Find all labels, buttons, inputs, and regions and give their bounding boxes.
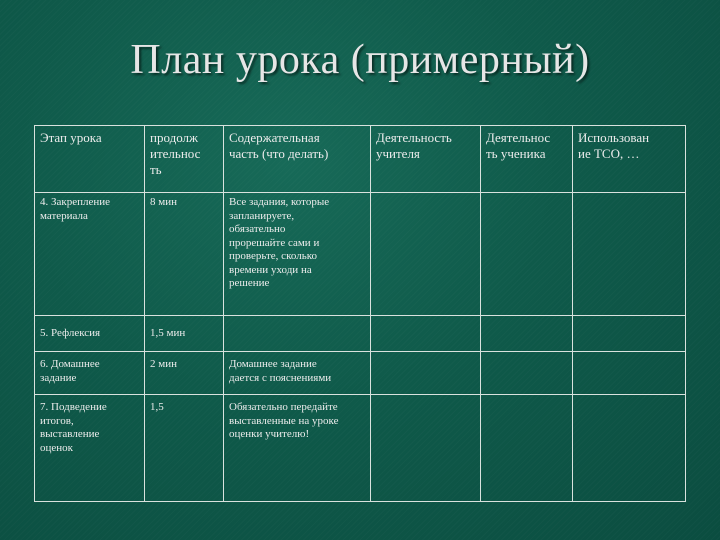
header-teacher-activity: Деятельность учителя (371, 126, 481, 193)
teacher-activity-cell (371, 352, 481, 395)
table-row (35, 193, 686, 316)
tso-usage-cell (573, 193, 686, 316)
student-activity-cell (481, 352, 573, 395)
tso-usage-cell (573, 352, 686, 395)
table-row (35, 316, 686, 352)
table-header-row (35, 126, 686, 193)
stage-cell: 7. Подведение итогов, выставление оценок (35, 395, 145, 502)
content-cell: Все задания, которые запланируете, обязательно прорешайте сами и проверьте, сколько времени уходи на решение (224, 193, 371, 316)
header-duration: продолж ительнос ть (145, 126, 224, 193)
header-stage: Этап урока (35, 126, 145, 193)
table-row (35, 395, 686, 502)
student-activity-cell (481, 193, 573, 316)
student-activity-cell (481, 395, 573, 502)
header-tso-usage: Использован ие ТСО, … (573, 126, 686, 193)
stage-cell: 5. Рефлексия (35, 316, 145, 352)
content-cell: Обязательно передайте выставленные на уроке оценки учителю! (224, 395, 371, 502)
teacher-activity-cell (371, 395, 481, 502)
duration-cell: 2 мин (145, 352, 224, 395)
tso-usage-cell (573, 395, 686, 502)
teacher-activity-cell (371, 193, 481, 316)
duration-cell: 1,5 мин (145, 316, 224, 352)
teacher-activity-cell (371, 316, 481, 352)
lesson-plan-table (34, 125, 686, 502)
tso-usage-cell (573, 316, 686, 352)
slide-title: План урока (примерный) (130, 37, 590, 83)
content-cell (224, 316, 371, 352)
duration-cell: 8 мин (145, 193, 224, 316)
table-row (35, 352, 686, 395)
student-activity-cell (481, 316, 573, 352)
content-cell: Домашнее задание дается с пояснениями (224, 352, 371, 395)
header-content: Содержательная часть (что делать) (224, 126, 371, 193)
duration-cell: 1,5 (145, 395, 224, 502)
stage-cell: 6. Домашнее задание (35, 352, 145, 395)
stage-cell: 4. Закрепление материала (35, 193, 145, 316)
header-student-activity: Деятельнос ть ученика (481, 126, 573, 193)
